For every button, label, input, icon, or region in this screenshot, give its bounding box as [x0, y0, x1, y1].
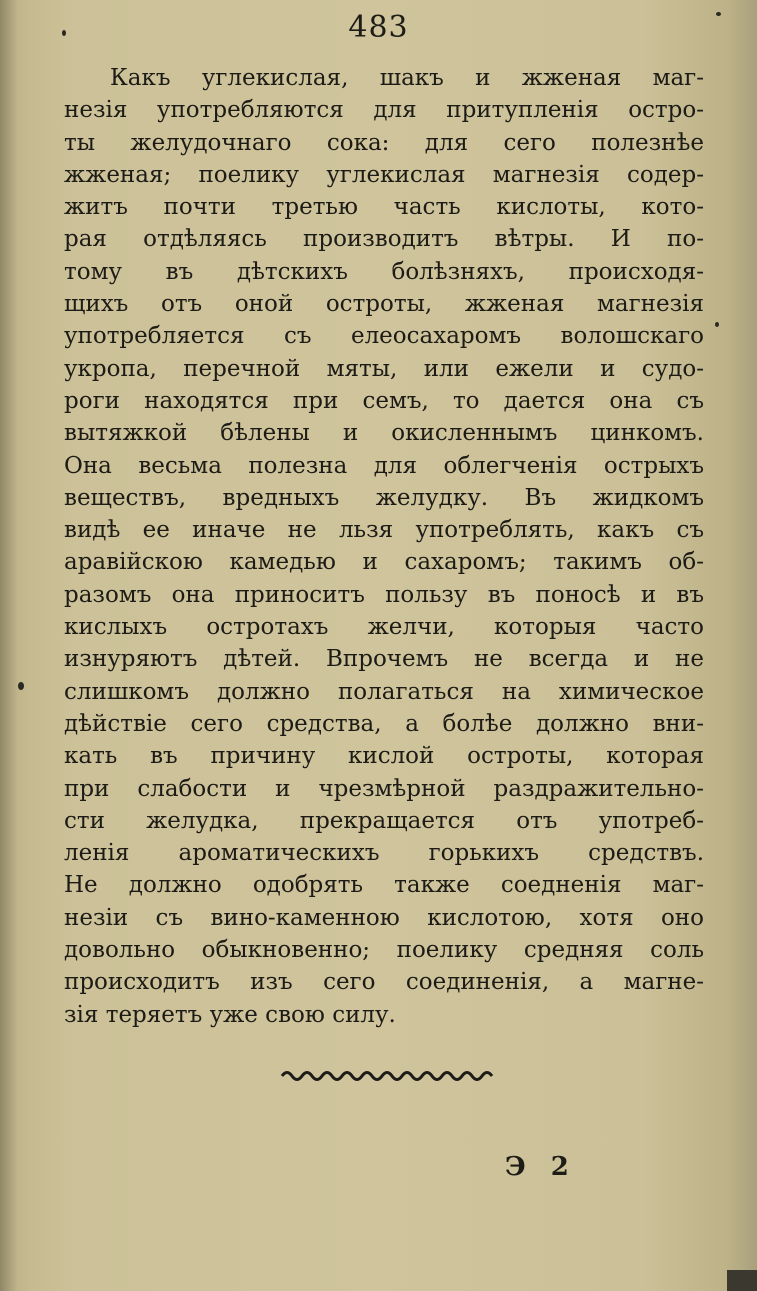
- body-text: [64, 62, 704, 1031]
- text-line: кать въ причину кислой остроты, которая: [64, 743, 704, 770]
- text-line: Не должно одобрять также соедненія маг-: [64, 872, 704, 899]
- wavy-rule-ornament: [280, 1066, 495, 1086]
- text-line: довольно обыкновенно; поелику средняя соль: [64, 937, 704, 964]
- text-line: вытяжкой бѣлены и окисленнымъ цинкомъ.: [64, 420, 704, 447]
- text-line: укропа, перечной мяты, или ежели и судо-: [64, 355, 704, 382]
- ink-speck: [62, 30, 66, 36]
- text-line: ты желудочнаго сока: для сего полезнѣе: [64, 129, 704, 156]
- page-number: 483: [348, 10, 409, 45]
- text-line: веществъ, вредныхъ желудку. Въ жидкомъ: [64, 484, 704, 511]
- text-line: при слабости и чрезмѣрной раздражительно-: [64, 775, 704, 802]
- text-line: употребляется съ елеосахаромъ волошскаго: [64, 323, 704, 350]
- text-line: аравійскою камедью и сахаромъ; такимъ об-: [64, 549, 704, 576]
- ink-speck: [18, 682, 24, 690]
- text-line: щихъ отъ оной остроты, жженая магнезія: [64, 291, 704, 318]
- text-line: изнуряютъ дѣтей. Впрочемъ не всегда и не: [64, 646, 704, 673]
- text-line: незія употребляются для притупленія остро-: [64, 97, 704, 124]
- text-line: разомъ она приноситъ пользу въ поносѣ и въ: [64, 581, 704, 608]
- signature-mark: Э 2: [505, 1152, 577, 1182]
- text-line: сти желудка, прекращается отъ употреб-: [64, 807, 704, 834]
- text-line: тому въ дѣтскихъ болѣзняхъ, происходя-: [64, 258, 704, 285]
- text-line: жженая; поелику углекислая магнезія содер-: [64, 161, 704, 188]
- text-line: рая отдѣляясь производитъ вѣтры. И по-: [64, 226, 704, 253]
- page-corner-shadow: [727, 1270, 757, 1291]
- text-line: дѣйствіе сего средства, а болѣе должно вни-: [64, 710, 704, 737]
- text-line: ленія ароматическихъ горькихъ средствъ.: [64, 840, 704, 867]
- page-gutter-shadow: [0, 0, 18, 1291]
- text-line: происходитъ изъ сего соединенія, а магне-: [64, 969, 704, 996]
- ink-speck: [716, 12, 721, 16]
- text-line: Какъ углекислая, шакъ и жженая маг-: [110, 65, 704, 91]
- text-line: кислыхъ остротахъ желчи, которыя часто: [64, 614, 704, 641]
- text-line: зія теряетъ уже свою силу.: [64, 1001, 396, 1028]
- ink-speck: [715, 322, 719, 327]
- text-line: Она весьма полезна для облегченія острыхъ: [64, 452, 704, 479]
- text-line: слишкомъ должно полагаться на химическое: [64, 678, 704, 705]
- text-line: незіи съ вино-каменною кислотою, хотя оно: [64, 904, 704, 931]
- text-line: роги находятся при семъ, то дается она съ: [64, 387, 704, 414]
- text-line: видѣ ее иначе не льзя употреблять, какъ съ: [64, 517, 704, 544]
- text-line: житъ почти третью часть кислоты, кото-: [64, 194, 704, 221]
